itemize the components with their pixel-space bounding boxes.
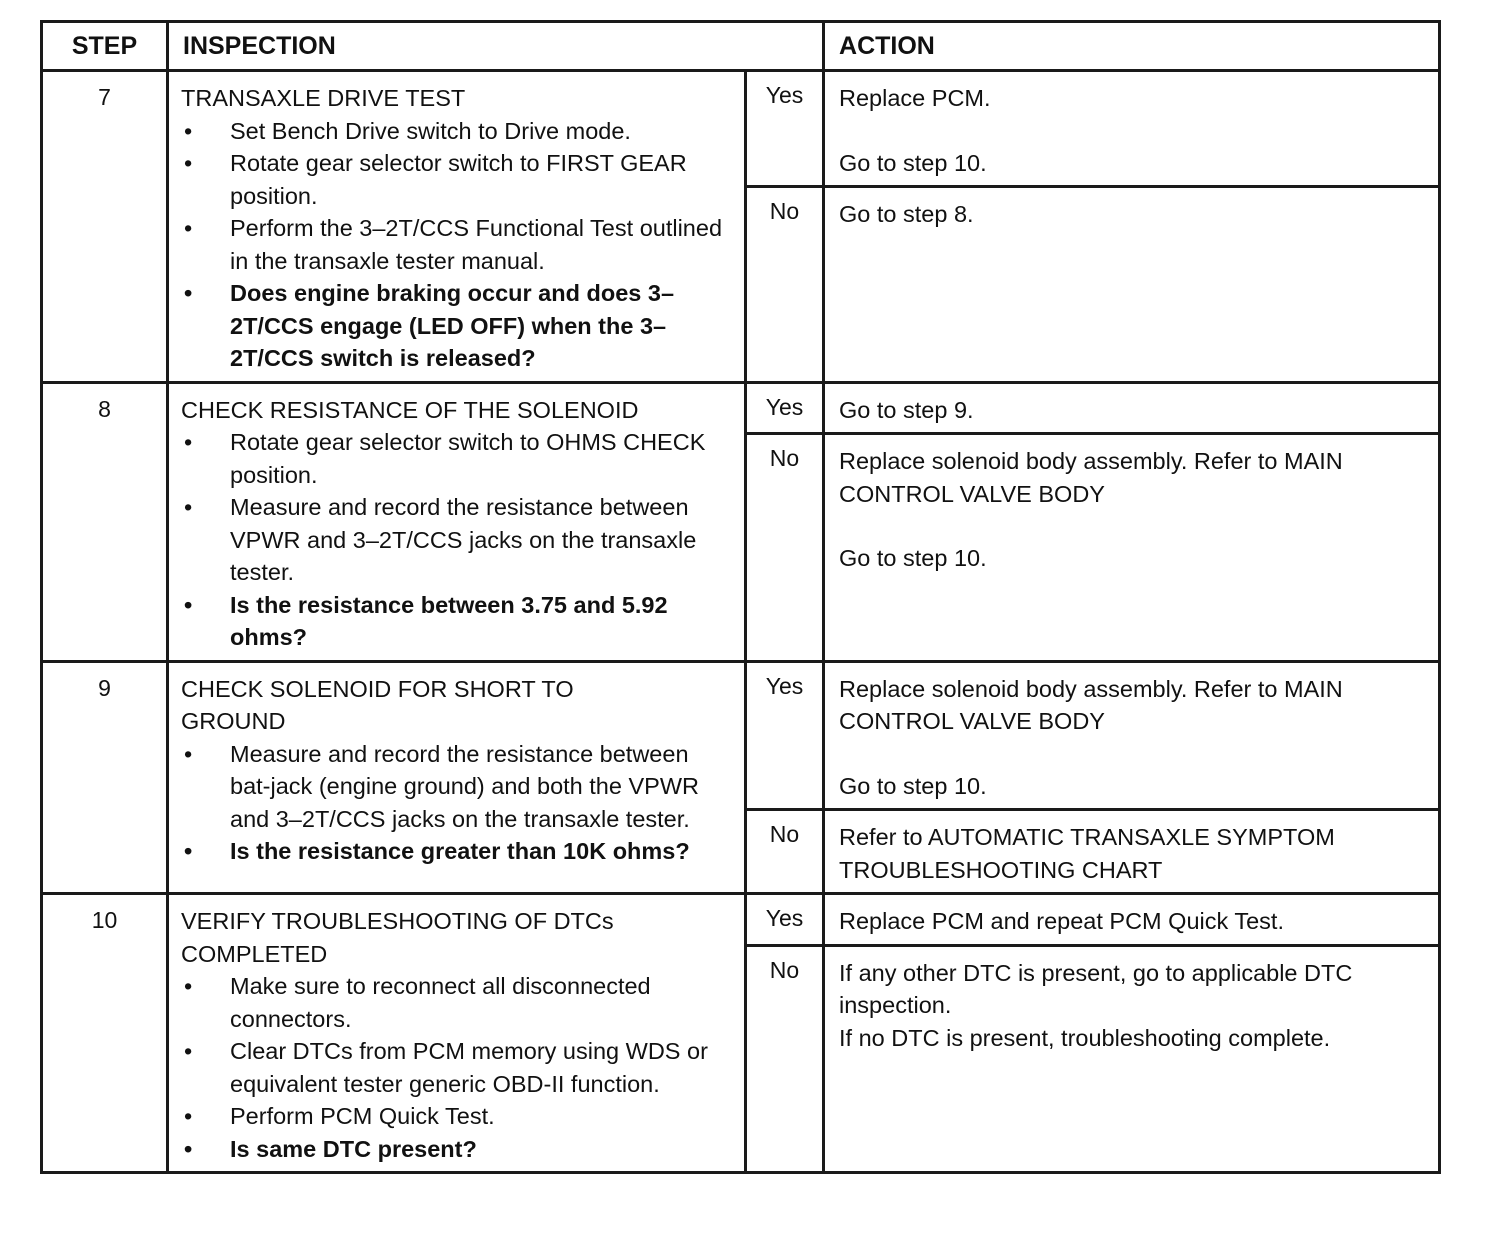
no-action xyxy=(824,810,1440,894)
inspection-question: • Does engine braking occur and does 3–2T/CCS engage (LED OFF) when the 3–2T/CCS switch is released? xyxy=(181,277,732,375)
action-line: Go to step 10. xyxy=(839,545,987,571)
inspection-header: INSPECTION xyxy=(168,22,824,71)
yes-action xyxy=(824,894,1440,946)
inspection-question: • Is same DTC present? xyxy=(181,1133,732,1166)
no-label: No xyxy=(746,434,824,662)
inspection-cell xyxy=(168,661,746,894)
action-line: Replace solenoid body assembly. Refer to MAIN CONTROL VALVE BODY xyxy=(839,675,1343,734)
inspection-bullets xyxy=(181,738,732,868)
step-number: 9 xyxy=(42,661,168,894)
inspection-bullets xyxy=(181,426,732,654)
inspection-question: • Is the resistance between 3.75 and 5.92 ohms? xyxy=(181,589,732,654)
action-line: Go to step 10. xyxy=(839,149,987,176)
bullet-item: • Rotate gear selector switch to FIRST GEAR position. xyxy=(181,147,732,212)
no-action xyxy=(824,945,1440,1173)
action-line: If no DTC is present, troubleshooting complete. xyxy=(839,1024,1331,1051)
step-row-9 xyxy=(42,661,1440,810)
bullet-item: • Set Bench Drive switch to Drive mode. xyxy=(181,115,732,148)
inspection-title: VERIFY TROUBLESHOOTING OF DTCs COMPLETED xyxy=(181,908,614,967)
action-line: If any other DTC is present, go to applicable DTC inspection. xyxy=(839,959,1353,1018)
no-label: No xyxy=(746,945,824,1173)
header-row xyxy=(42,22,1440,71)
no-label: No xyxy=(746,810,824,894)
inspection-bullets xyxy=(181,970,732,1165)
yes-action xyxy=(824,661,1440,810)
bullet-item: • Make sure to reconnect all disconnected connectors. xyxy=(181,970,732,1035)
action-line: Replace PCM. xyxy=(839,85,991,111)
inspection-title: CHECK SOLENOID FOR SHORT TO GROUND xyxy=(181,675,574,734)
action-line: Refer to AUTOMATIC TRANSAXLE SYMPTOM TROUBLESHOOTING CHART xyxy=(839,824,1335,883)
yes-label: Yes xyxy=(746,661,824,810)
step-row-7 xyxy=(42,71,1440,187)
yes-action xyxy=(824,71,1440,187)
inspection-cell xyxy=(168,894,746,1173)
step-row-10 xyxy=(42,894,1440,946)
yes-label: Yes xyxy=(746,894,824,946)
inspection-cell xyxy=(168,71,746,383)
yes-action xyxy=(824,382,1440,434)
action-line: Replace solenoid body assembly. Refer to MAIN CONTROL VALVE BODY xyxy=(839,448,1343,507)
no-action xyxy=(824,187,1440,383)
action-line: Go to step 10. xyxy=(839,772,987,799)
action-line: Replace PCM and repeat PCM Quick Test. xyxy=(839,908,1284,934)
step-number: 7 xyxy=(42,71,168,383)
inspection-question: • Is the resistance greater than 10K ohms? xyxy=(181,835,732,868)
bullet-item: • Clear DTCs from PCM memory using WDS or equivalent tester generic OBD-II function. xyxy=(181,1035,732,1100)
action-line: Go to step 9. xyxy=(839,396,974,423)
action-line: Go to step 8. xyxy=(839,201,974,227)
inspection-title: CHECK RESISTANCE OF THE SOLENOID xyxy=(181,396,639,423)
troubleshooting-table xyxy=(40,20,1441,1174)
inspection-cell xyxy=(168,382,746,661)
inspection-title: TRANSAXLE DRIVE TEST xyxy=(181,85,466,111)
bullet-item: • Measure and record the resistance between bat-jack (engine ground) and both the VPWR and 3–2T/CCS jacks on the transaxle tester. xyxy=(181,738,732,836)
yes-label: Yes xyxy=(746,71,824,187)
bullet-item: • Rotate gear selector switch to OHMS CHECK position. xyxy=(181,426,732,491)
step-row-8 xyxy=(42,382,1440,434)
step-header: STEP xyxy=(42,22,168,71)
action-header: ACTION xyxy=(824,22,1440,71)
step-number: 8 xyxy=(42,382,168,661)
step-number: 10 xyxy=(42,894,168,1173)
no-action xyxy=(824,434,1440,662)
bullet-item: • Measure and record the resistance between VPWR and 3–2T/CCS jacks on the transaxle tester. xyxy=(181,491,732,589)
inspection-bullets xyxy=(181,115,732,375)
bullet-item: • Perform the 3–2T/CCS Functional Test outlined in the transaxle tester manual. xyxy=(181,212,732,277)
bullet-item: • Perform PCM Quick Test. xyxy=(181,1100,732,1133)
yes-label: Yes xyxy=(746,382,824,434)
no-label: No xyxy=(746,187,824,383)
